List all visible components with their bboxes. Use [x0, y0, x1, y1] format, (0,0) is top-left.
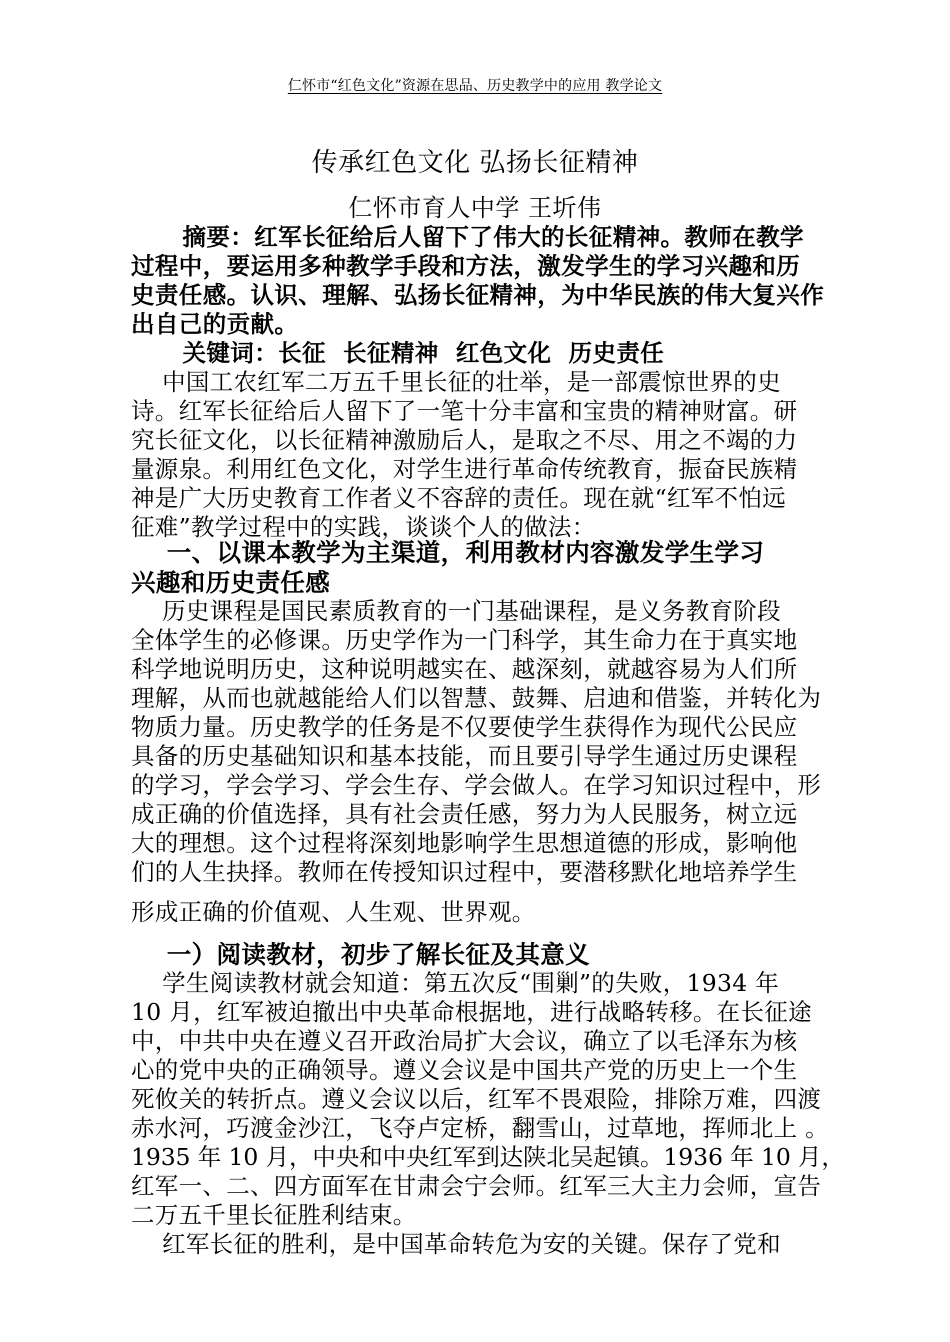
- section-heading-line: 兴趣和历史责任感: [131, 568, 331, 597]
- paragraph-line: 究长征文化，以长征精神激励后人，是取之不尽、用之不竭的力: [131, 426, 798, 454]
- paragraph-line: 征难”教学过程中的实践，谈谈个人的做法：: [131, 513, 596, 541]
- paragraph-line: 大的理想。这个过程将深刻地影响学生思想道德的形成，影响他: [131, 829, 798, 857]
- paragraph-line: 科学地说明历史，这种说明越实在、越深刻，就越容易为人们所: [131, 655, 798, 683]
- abstract-line: 出自己的贡献。: [131, 310, 299, 338]
- subsection-paragraph: [131, 969, 847, 1259]
- paragraph-line: 量源泉。利用红色文化，对学生进行革命传统教育，振奋民族精: [131, 455, 798, 483]
- paragraph-line: 10 月，红军被迫撤出中央革命根据地，进行战略转移。在长征途: [131, 998, 812, 1026]
- abstract-line: 史责任感。认识、理解、弘扬长征精神，为中华民族的伟大复兴作: [131, 281, 825, 309]
- subsection-heading-line: 一）阅读教材，初步了解长征及其意义: [131, 940, 591, 969]
- section-paragraph-tail: [131, 898, 847, 927]
- paragraph-line: 理解，从而也就越能给人们以智慧、鼓舞、启迪和借鉴，并转化为: [131, 684, 822, 712]
- intro-paragraph: [131, 368, 847, 542]
- paragraph-line: 中，中共中央在遵义召开政治局扩大会议，确立了以毛泽东为核: [131, 1027, 798, 1055]
- paragraph-line: 物质力量。历史教学的任务是不仅要使学生获得作为现代公民应: [131, 713, 798, 741]
- paragraph-line: 历史课程是国民素质教育的一门基础课程，是义务教育阶段: [131, 597, 781, 625]
- subsection-heading: [131, 940, 847, 970]
- paragraph-line: 心的党中央的正确领导。遵义会议是中国共产党的历史上一个生: [131, 1056, 798, 1084]
- paragraph-line: 红军一、二、四方面军在甘肃会宁会师。红军三大主力会师，宣告: [131, 1172, 822, 1200]
- abstract-line: 摘要：红军长征给后人留下了伟大的长征精神。教师在教学: [131, 223, 804, 251]
- paragraph-line: 红军长征的胜利，是中国革命转危为安的关键。保存了党和: [131, 1230, 781, 1258]
- paragraph-line: 赤水河，巧渡金沙江，飞夺卢定桥，翻雪山，过草地，挥师北上 。: [131, 1114, 829, 1142]
- paragraph-line: 具备的历史基础知识和基本技能，而且要引导学生通过历史课程: [131, 742, 798, 770]
- paragraph-line: 全体学生的必修课。历史学作为一门科学，其生命力在于真实地: [131, 626, 798, 654]
- paragraph-line: 形成正确的价值观、人生观、世界观。: [131, 898, 536, 926]
- section-heading-line: 一、以课本教学为主渠道，利用教材内容激发学生学习: [131, 538, 765, 567]
- paragraph-line: 的学习，学会学习、学会生存、学会做人。在学习知识过程中，形: [131, 771, 822, 799]
- section-heading: [131, 538, 847, 598]
- abstract: [131, 223, 847, 339]
- paragraph-line: 死攸关的转折点。遵义会议以后，红军不畏艰险，排除万难，四渡: [131, 1085, 822, 1113]
- running-header: 仁怀市“红色文化”资源在思品、历史教学中的应用 教学论文: [287, 78, 663, 94]
- abstract-line: 过程中，要运用多种教学手段和方法，激发学生的学习兴趣和历: [131, 252, 801, 280]
- paragraph-line: 学生阅读教材就会知道：第五次反“围剿”的失败，1934 年: [131, 969, 780, 997]
- paragraph-line: 诗。红军长征给后人留下了一笔十分丰富和宝贵的精神财富。研: [131, 397, 798, 425]
- paragraph-line: 中国工农红军二万五千里长征的壮举，是一部震惊世界的史: [131, 368, 781, 396]
- keywords: [131, 339, 847, 368]
- paragraph-line: 成正确的价值选择，具有社会责任感，努力为人民服务，树立远: [131, 800, 798, 828]
- paragraph-line: 1935 年 10 月，中央和中央红军到达陕北吴起镇。1936 年 10 月，: [131, 1143, 845, 1171]
- author-line: 仁怀市育人中学 王圻伟: [348, 194, 602, 222]
- paragraph-line: 二万五千里长征胜利结束。: [131, 1201, 417, 1229]
- page-title: 传承红色文化 弘扬长征精神: [311, 148, 639, 178]
- section-paragraph: [131, 597, 847, 887]
- paragraph-line: 们的人生抉择。教师在传授知识过程中，要潜移默化地培养学生: [131, 858, 798, 886]
- keywords-line: 关键词：长征 长征精神 红色文化 历史责任: [131, 339, 665, 367]
- paragraph-line: 神是广大历史教育工作者义不容辞的责任。现在就“红军不怕远: [131, 484, 786, 512]
